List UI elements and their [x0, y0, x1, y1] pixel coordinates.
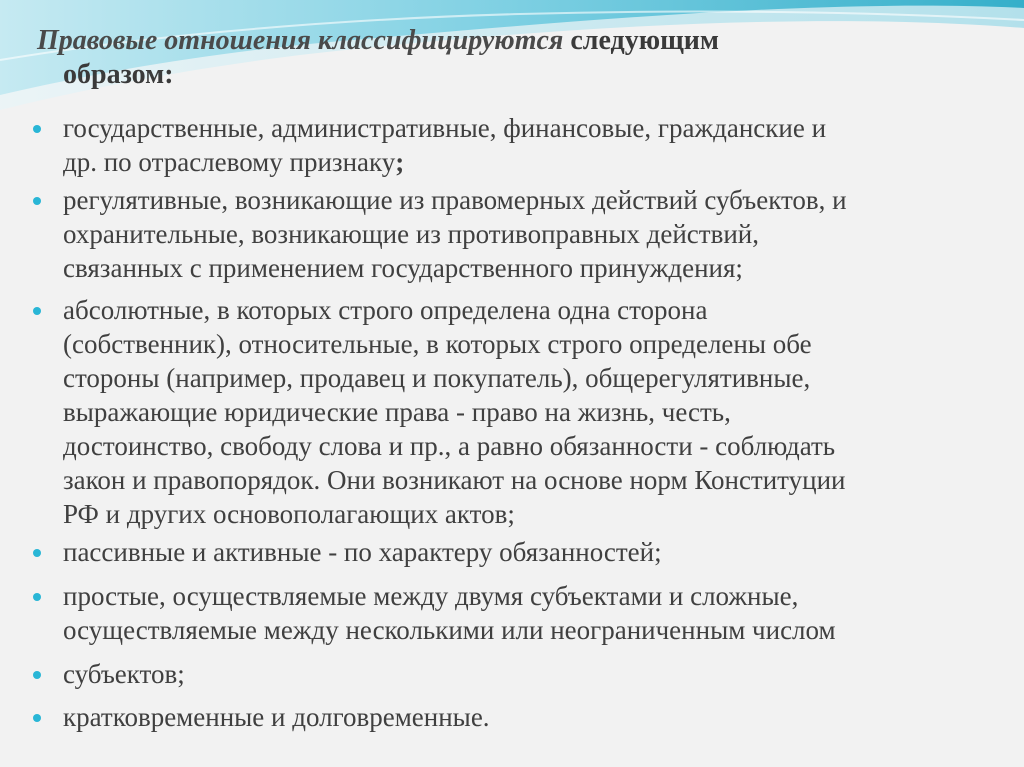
bullet-dot-icon: [33, 593, 41, 601]
list-item: [63, 657, 983, 691]
bullet-line: субъектов;: [63, 659, 185, 689]
list-item: [63, 579, 983, 647]
list-item: [63, 111, 983, 179]
bullet-dot-icon: [33, 671, 41, 679]
list-item: [63, 700, 983, 734]
heading-bold-part: следующим: [570, 25, 719, 56]
bullet-line: осуществляемые между несколькими или неограниченным числом: [63, 615, 836, 645]
bullet-line: пассивные и активные - по характеру обязанностей;: [63, 537, 662, 567]
heading-line2: образом:: [63, 59, 174, 90]
bullet-dot-icon: [33, 125, 41, 133]
bullet-line: РФ и других основополагающих актов;: [63, 499, 515, 529]
bullet-line: др. по отраслевому признаку: [63, 147, 396, 177]
bullet-dot-icon: [33, 714, 41, 722]
bullet-line: государственные, административные, финансовые, гражданские и: [63, 113, 827, 143]
bullet-line: абсолютные, в которых строго определена одна сторона: [63, 295, 708, 325]
bullet-line: стороны (например, продавец и покупатель), общерегулятивные,: [63, 363, 811, 393]
bullet-line: кратковременные и долговременные.: [63, 702, 490, 732]
bullet-line: регулятивные, возникающие из правомерных действий субъектов, и: [63, 185, 847, 215]
list-item: [63, 293, 983, 531]
list-item: [63, 535, 983, 569]
list-item: [63, 183, 983, 285]
heading-italic-part: Правовые отношения классифицируются: [37, 25, 564, 56]
bullet-dot-icon: [33, 307, 41, 315]
bullet-line: выражающие юридические права - право на жизнь, честь,: [63, 397, 731, 427]
bullet-line: закон и правопорядок. Они возникают на основе норм Конституции: [63, 465, 846, 495]
bullet-dot-icon: [33, 549, 41, 557]
bullet-dot-icon: [33, 197, 41, 205]
bullet-line: связанных с применением государственного принуждения;: [63, 253, 743, 283]
bullet-line: охранительные, возникающие из противоправных действий,: [63, 219, 759, 249]
bullet-line: простые, осуществляемые между двумя субъектами и сложные,: [63, 581, 799, 611]
bullet-line: достоинство, свободу слова и пр., а равно обязанности - соблюдать: [63, 431, 836, 461]
bullet-suffix: ;: [395, 147, 405, 177]
slide-heading: [37, 24, 937, 92]
bullet-line: (собственник), относительные, в которых строго определены обе: [63, 329, 812, 359]
